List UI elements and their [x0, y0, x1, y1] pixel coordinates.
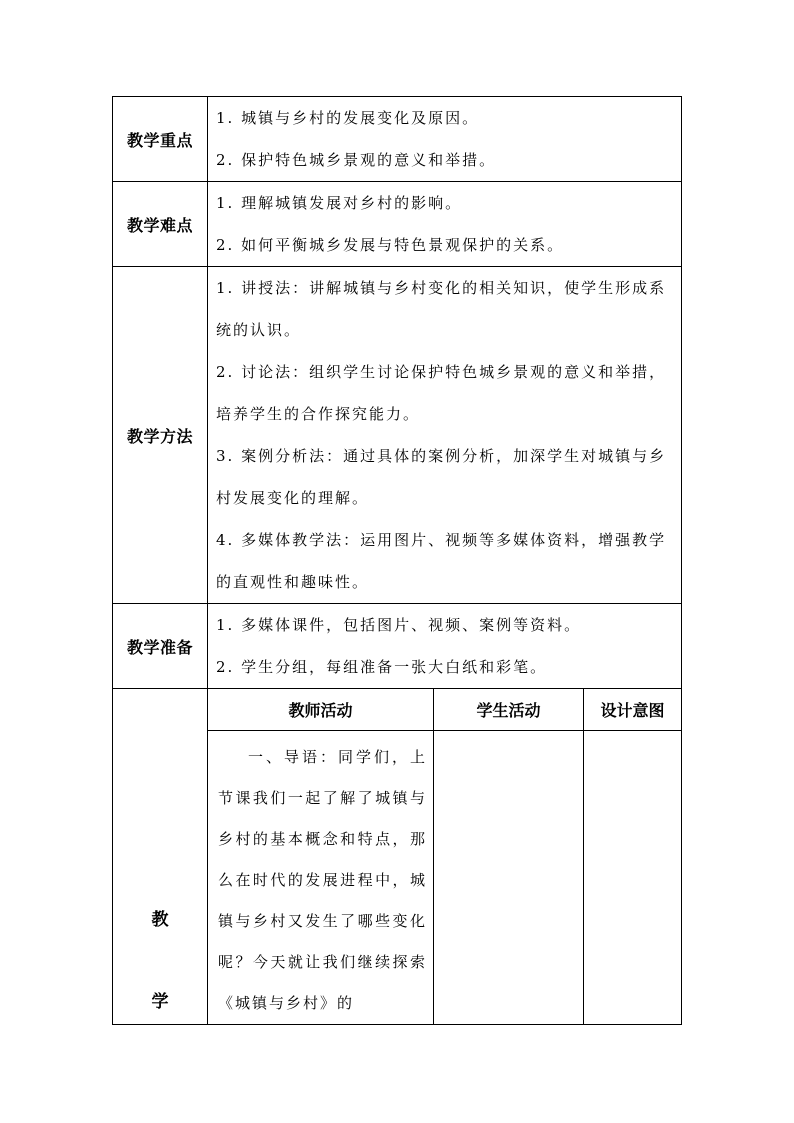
key-point-item: 2. 保护特色城乡景观的意义和举措。 [216, 151, 497, 169]
process-header-row [113, 689, 682, 731]
method-item: 2. 讨论法：组织学生讨论保护特色城乡景观的意义和举措，培养学生的合作探究能力。 [216, 363, 667, 423]
method-item: 1. 讲授法：讲解城镇与乡村变化的相关知识，使学生形成系统的认识。 [216, 279, 667, 339]
student-activity-header: 学生活动 [434, 689, 584, 731]
design-intent-header: 设计意图 [584, 689, 682, 731]
preparation-item: 2. 学生分组，每组准备一张大白纸和彩笔。 [216, 658, 548, 676]
process-vertical-label [113, 689, 208, 1025]
key-points-content [208, 97, 682, 182]
preparation-label: 教学准备 [113, 604, 208, 689]
teacher-activity-cell [208, 731, 434, 1025]
difficulty-item: 2. 如何平衡城乡发展与特色景观保护的关系。 [216, 236, 565, 254]
method-item: 4. 多媒体教学法：运用图片、视频等多媒体资料，增强教学的直观性和趣味性。 [216, 531, 667, 591]
preparation-row [113, 604, 682, 689]
key-points-label: 教学重点 [113, 97, 208, 182]
preparation-item: 1. 多媒体课件，包括图片、视频、案例等资料。 [216, 616, 582, 634]
methods-content [208, 267, 682, 604]
teacher-activity-header: 教师活动 [208, 689, 434, 731]
difficulties-row [113, 182, 682, 267]
key-points-row [113, 97, 682, 182]
preparation-content [208, 604, 682, 689]
key-point-item: 1. 城镇与乡村的发展变化及原因。 [216, 109, 480, 127]
methods-row [113, 267, 682, 604]
design-intent-cell [584, 731, 682, 1025]
difficulties-content [208, 182, 682, 267]
process-label-char: 教 [151, 910, 169, 930]
method-item: 3. 案例分析法：通过具体的案例分析，加深学生对城镇与乡村发展变化的理解。 [216, 447, 667, 507]
difficulty-item: 1. 理解城镇发展对乡村的影响。 [216, 194, 463, 212]
lesson-plan-table [112, 96, 682, 1025]
teacher-activity-text: 一、导语：同学们，上节课我们一起了解了城镇与乡村的基本概念和特点，那么在时代的发展进程中，城镇与乡村又发生了哪些变化呢？今天就让我们继续探索《城镇与乡村》的 [218, 748, 427, 1012]
difficulties-label: 教学难点 [113, 182, 208, 267]
process-label-char: 学 [151, 992, 169, 1012]
methods-label: 教学方法 [113, 267, 208, 604]
student-activity-cell [434, 731, 584, 1025]
